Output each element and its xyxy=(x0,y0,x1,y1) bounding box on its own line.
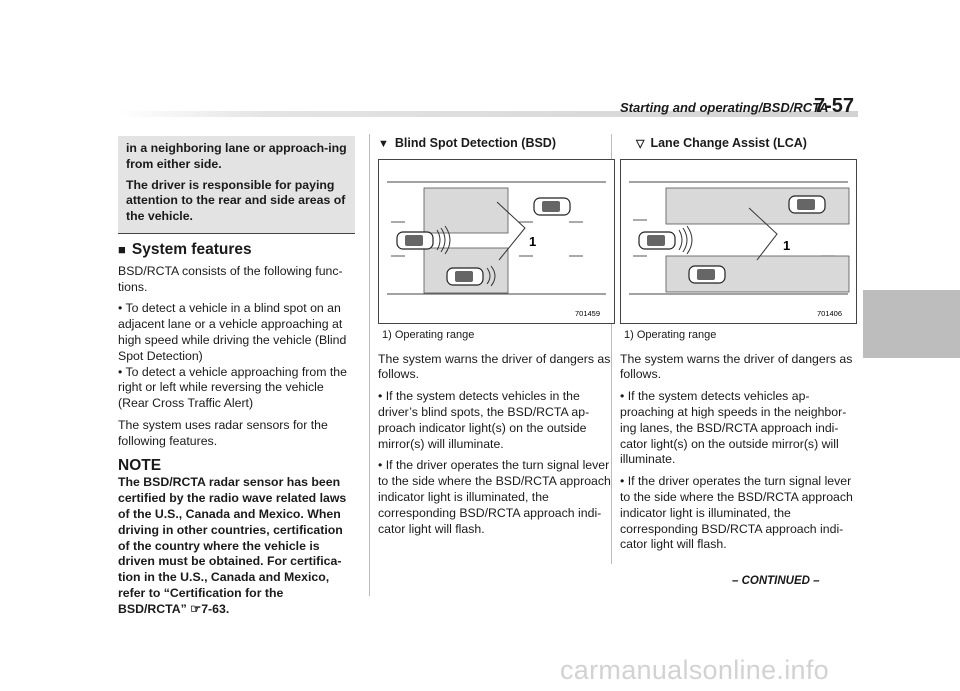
paragraph: BSD/RCTA consists of the following func-tions. xyxy=(118,263,343,294)
figure-code: 701406 xyxy=(817,308,843,318)
subsection-heading-text: Lane Change Assist (LCA) xyxy=(650,136,807,150)
bsd-figure xyxy=(378,159,615,324)
car-icon xyxy=(534,198,570,215)
filled-triangle-icon: ▼ xyxy=(378,138,389,150)
operating-range-zone xyxy=(424,188,508,233)
bullet-item: • If the system detects vehicles ap-proaching at high speeds in the neighbor-ing lanes, the BSD/RCTA approach indi-cator light(s) on the outside mirror(s) will illuminate. xyxy=(620,389,847,467)
figure-caption: 1) Operating range xyxy=(624,328,717,341)
note-heading: NOTE xyxy=(118,456,162,474)
chapter-thumb-tab xyxy=(863,290,960,358)
section-heading xyxy=(118,242,355,258)
paragraph: The system warns the driver of dangers as follows. xyxy=(620,351,853,382)
subsection-heading xyxy=(620,136,857,153)
warning-line: in a neighboring lane or approach-ing from either side. xyxy=(126,141,347,171)
section-heading-text: System features xyxy=(131,240,252,258)
warning-line: The driver is responsible for paying attention to the rear and side areas of the vehicle. xyxy=(126,177,346,224)
section-title: Starting and operating/BSD/RCTA xyxy=(620,100,829,115)
bsd-diagram xyxy=(379,160,614,323)
bullet-item: • If the driver operates the turn signal lever to the side where the BSD/RCTA approach indicator light is illuminated, the corresponding BSD/RCTA approach indi-cator light will flash. xyxy=(378,458,611,536)
bullet-item: • To detect a vehicle in a blind spot on an adjacent lane or a vehicle approaching at high speed while driving the vehicle (Blind Spot Detection) xyxy=(118,301,347,363)
car-icon xyxy=(789,196,825,213)
continued-label: – CONTINUED – xyxy=(732,575,820,587)
figure-callout: 1 xyxy=(529,233,537,249)
figure-callout: 1 xyxy=(783,237,791,253)
car-icon xyxy=(397,232,433,249)
paragraph: The system uses radar sensors for the following features. xyxy=(118,417,328,448)
lca-figure xyxy=(620,159,857,324)
column-2 xyxy=(378,136,615,543)
column-1 xyxy=(118,136,355,624)
figure-caption: 1) Operating range xyxy=(382,328,475,341)
car-icon xyxy=(639,232,675,249)
bullet-item: • If the system detects vehicles in the driver’s blind spots, the BSD/RCTA ap-proach indicator light(s) on the outside mirror(s) will illuminate. xyxy=(378,389,590,451)
car-icon xyxy=(447,268,483,285)
page-number: 7-57 xyxy=(814,95,855,117)
column-separator xyxy=(369,134,370,596)
bullet-item: • To detect a vehicle approaching from the right or left while reversing the vehicle (Rear Cross Traffic Alert) xyxy=(118,364,347,411)
note-text: The BSD/RCTA radar sensor has been certified by the radio wave related laws of the U.S., Canada and Mexico. When driving in other countries, certification of the country where the vehicle is driven must be obtained. For certifica-tion in the U.S., Canada and Mexico, refer to “Certification for the BSD/RCTA” ☞7-63. xyxy=(118,475,347,616)
column-3 xyxy=(620,136,857,559)
radar-wave-icon xyxy=(679,226,692,254)
outline-triangle-icon: ▽ xyxy=(636,138,645,150)
subsection-heading xyxy=(378,136,615,153)
figure-code: 701459 xyxy=(575,308,601,318)
warning-box xyxy=(118,136,355,234)
watermark: carmanualsonline.info xyxy=(560,655,829,685)
subsection-heading-text: Blind Spot Detection (BSD) xyxy=(394,136,556,150)
bullet-item: • If the driver operates the turn signal lever to the side where the BSD/RCTA approach indicator light is illuminated, the corresponding BSD/RCTA approach indi-cator light will flash. xyxy=(620,474,853,552)
car-icon xyxy=(689,266,725,283)
square-bullet-icon: ■ xyxy=(118,241,126,257)
paragraph: The system warns the driver of dangers as follows. xyxy=(378,351,611,382)
lca-diagram xyxy=(621,160,856,323)
